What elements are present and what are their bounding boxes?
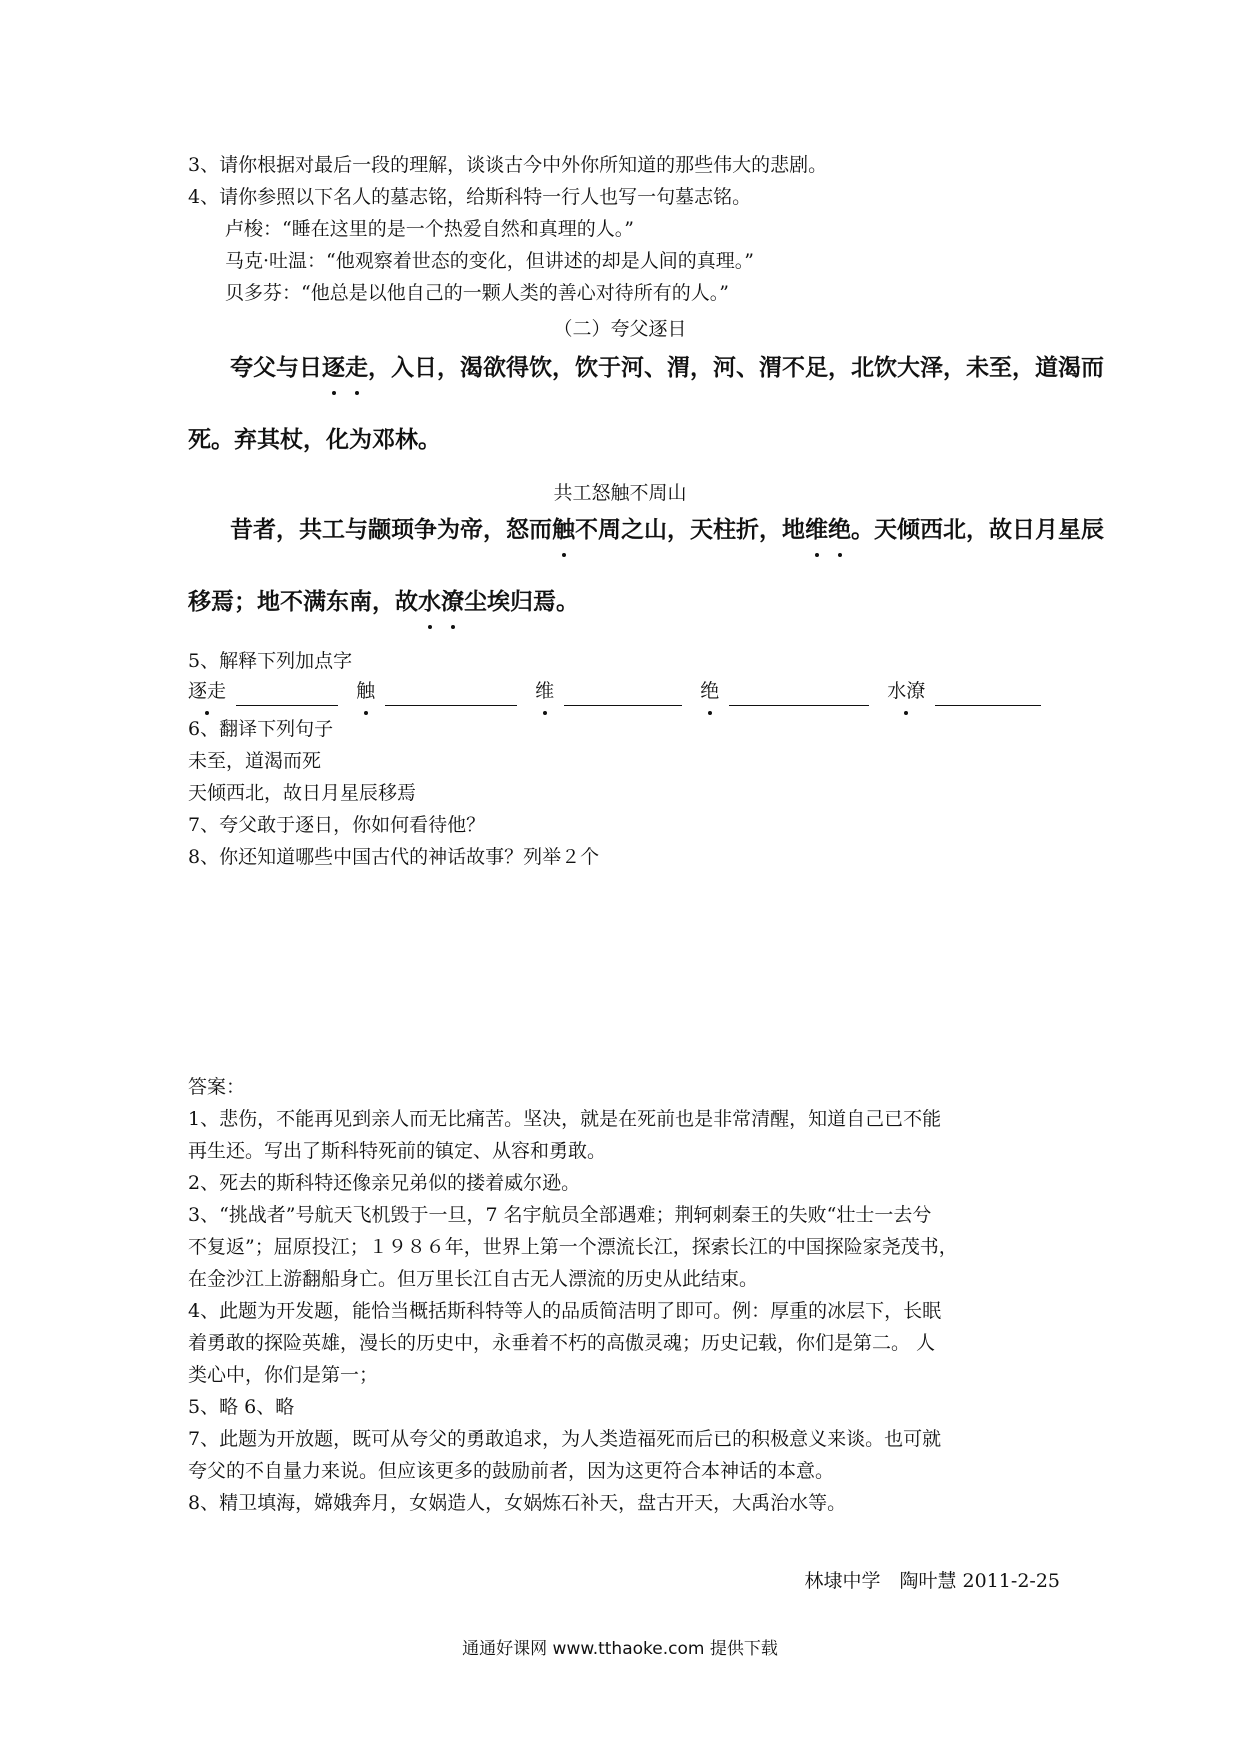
epitaph-twain: 马克·吐温：“他观察着世态的变化，但讲述的却是人间的真理。”: [225, 250, 754, 272]
answer-line: 1、悲伤，不能再见到亲人而无比痛苦。坚决，就是在死前也是非常清醒，知道自己已不能: [188, 1108, 942, 1130]
dotted-char: 潦: [441, 584, 464, 620]
question-5-blanks: [188, 676, 1053, 706]
term-jue: 绝: [700, 676, 719, 706]
answer-blank[interactable]: [236, 683, 338, 706]
answer-line: 2、死去的斯科特还像亲兄弟似的搂着威尔逊。: [188, 1172, 581, 1194]
answer-line: 7、此题为开放题，既可从夸父的勇敢追求，为人类造福死而后已的积极意义来谈。也可就: [188, 1428, 942, 1450]
gonggong-title: 共工怒触不周山: [553, 482, 687, 504]
gonggong-text-line1: 昔者，共工与颛顼争为帝，怒而触不周之山，天柱折，地维绝。天倾西北，故日月星辰: [230, 512, 1104, 548]
answer-blank[interactable]: [385, 683, 517, 706]
answer-blank[interactable]: [564, 683, 682, 706]
answer-line: 再生还。写出了斯科特死前的镇定、从容和勇敢。: [188, 1140, 607, 1162]
question-4: 4、请你参照以下名人的墓志铭，给斯科特一行人也写一句墓志铭。: [188, 186, 752, 208]
answer-blank[interactable]: [935, 683, 1041, 706]
dotted-char: 走: [345, 350, 368, 386]
answer-line: 8、精卫填海，嫦娥奔月，女娲造人，女娲炼石补天，盘古开天，大禹治水等。: [188, 1492, 847, 1514]
kuafu-title: （二）夸父逐日: [553, 318, 687, 340]
answer-line: 4、此题为开发题，能恰当概括斯科特等人的品质简洁明了即可。例：厚重的冰层下，长眠: [188, 1300, 942, 1322]
answer-blank[interactable]: [729, 683, 869, 706]
term-chu: 触: [356, 676, 375, 706]
answers-heading: 答案：: [188, 1076, 246, 1098]
dotted-char: 触: [552, 512, 575, 548]
dotted-char: 维: [805, 512, 828, 548]
kuafu-text-line1: 夸父与日逐走，入日，渴欲得饮，饮于河、渭，河、渭不足，北饮大泽，未至，道渴而: [230, 350, 1104, 386]
answer-line: 着勇敢的探险英雄，漫长的历史中，永垂着不朽的高傲灵魂；历史记载，你们是第二。 人: [188, 1332, 936, 1354]
question-8: 8、你还知道哪些中国古代的神话故事？列举２个: [188, 846, 600, 868]
answer-line: 3、“挑战者”号航天飞机毁于一旦，7 名宇航员全部遇难；荆轲刺秦王的失败“壮士一去兮: [188, 1204, 932, 1226]
signature: 林埭中学 陶叶慧 2011-2-25: [804, 1570, 1060, 1592]
epitaph-rousseau: 卢梭：“睡在这里的是一个热爱自然和真理的人。”: [225, 218, 634, 240]
dotted-char: 水: [418, 584, 441, 620]
question-3: 3、请你根据对最后一段的理解，谈谈古今中外你所知道的那些伟大的悲剧。: [188, 154, 828, 176]
kuafu-text-line2: 死。弃其杖，化为邓林。: [188, 427, 441, 453]
answer-line: 在金沙江上游翻船身亡。但万里长江自古无人漂流的历史从此结束。: [188, 1268, 759, 1290]
dotted-char: 绝: [828, 512, 851, 548]
answer-line: 5、略 6、略: [188, 1396, 295, 1418]
answer-line: 类心中，你们是第一；: [188, 1364, 379, 1386]
term-shuiliao: 水潦: [887, 676, 925, 706]
question-5: 5、解释下列加点字: [188, 650, 353, 672]
question-6-sentence-1: 未至，道渴而死: [188, 750, 322, 772]
question-6: 6、翻译下列句子: [188, 718, 334, 740]
dotted-char: 逐: [322, 350, 345, 386]
footer: 通通好课网 www.tthaoke.com 提供下载: [462, 1639, 778, 1659]
gonggong-text-line2: 移焉；地不满东南，故水潦尘埃归焉。: [188, 584, 579, 620]
term-zhuzou: 逐走: [188, 676, 226, 706]
term-wei: 维: [535, 676, 554, 706]
epitaph-beethoven: 贝多芬：“他总是以他自己的一颗人类的善心对待所有的人。”: [225, 282, 729, 304]
question-6-sentence-2: 天倾西北，故日月星辰移焉: [188, 782, 417, 804]
answer-line: 不复返”；屈原投江；１９８６年，世界上第一个漂流长江，探索长江的中国探险家尧茂书，: [188, 1236, 958, 1258]
question-7: 7、夸父敢于逐日，你如何看待他？: [188, 814, 486, 836]
answer-line: 夸父的不自量力来说。但应该更多的鼓励前者，因为这更符合本神话的本意。: [188, 1460, 835, 1482]
